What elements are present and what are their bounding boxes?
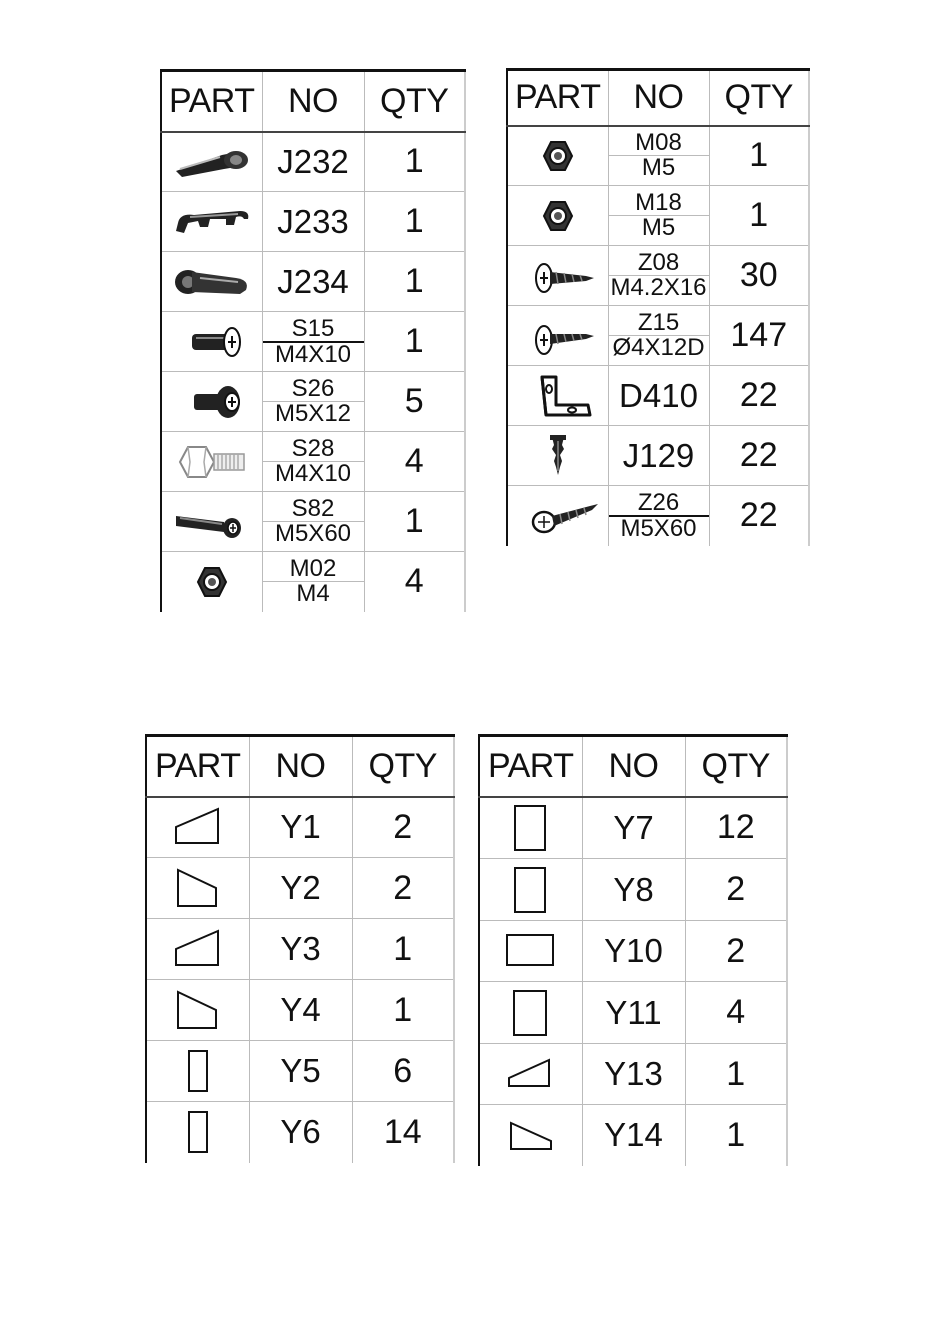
table-row bbox=[507, 366, 809, 426]
part-number: J233 bbox=[262, 192, 364, 252]
wide-rectangle-icon bbox=[479, 921, 582, 982]
wedge-left-icon bbox=[146, 797, 249, 858]
table-row bbox=[161, 312, 465, 372]
part-number: S82 bbox=[263, 497, 364, 522]
table-row bbox=[479, 1105, 787, 1166]
quantity: 4 bbox=[364, 552, 465, 612]
part-number: Y3 bbox=[249, 919, 352, 980]
quantity: 147 bbox=[709, 306, 809, 366]
quantity: 22 bbox=[709, 426, 809, 486]
quantity: 1 bbox=[364, 492, 465, 552]
pan-head-bolt-icon bbox=[161, 372, 262, 432]
part-number: J129 bbox=[608, 426, 709, 486]
part-number: Y13 bbox=[582, 1044, 685, 1105]
table-row bbox=[161, 492, 465, 552]
header-qty: QTY bbox=[364, 71, 465, 132]
hex-nut-icon bbox=[161, 552, 262, 612]
wood-screw-icon bbox=[507, 246, 608, 306]
wedge-right-icon bbox=[146, 980, 249, 1041]
table-row bbox=[161, 192, 465, 252]
table-row bbox=[507, 426, 809, 486]
table-row bbox=[479, 921, 787, 982]
quantity: 1 bbox=[364, 252, 465, 312]
hex-nut-icon bbox=[507, 126, 608, 186]
wedge-right-icon bbox=[146, 858, 249, 919]
quantity: 4 bbox=[685, 982, 787, 1044]
part-number: Y6 bbox=[249, 1102, 352, 1163]
table-row bbox=[479, 797, 787, 859]
part-number: Y5 bbox=[249, 1041, 352, 1102]
cam-lever-icon bbox=[161, 132, 262, 192]
table-row bbox=[146, 1102, 454, 1163]
quantity: 1 bbox=[709, 126, 809, 186]
part-size: M5 bbox=[641, 154, 676, 182]
quantity: 22 bbox=[709, 366, 809, 426]
table-row bbox=[507, 126, 809, 186]
quantity: 1 bbox=[685, 1105, 787, 1166]
rectangle-icon bbox=[479, 797, 582, 859]
quantity: 1 bbox=[352, 919, 454, 980]
quantity: 14 bbox=[352, 1102, 454, 1163]
part-number: S15 bbox=[263, 317, 364, 343]
quantity: 1 bbox=[364, 312, 465, 372]
part-number: Z26 bbox=[609, 491, 709, 517]
hardware-table-2 bbox=[506, 68, 810, 546]
panel-table-2 bbox=[478, 734, 788, 1166]
quantity: 1 bbox=[685, 1044, 787, 1105]
long-bolt-icon bbox=[161, 492, 262, 552]
part-number: M02 bbox=[263, 557, 364, 582]
part-number: Z15 bbox=[609, 311, 709, 336]
wood-screw-icon bbox=[507, 306, 608, 366]
panel-table-1 bbox=[145, 734, 455, 1163]
part-number: Y11 bbox=[582, 982, 685, 1044]
part-size: M5X60 bbox=[620, 514, 697, 542]
quantity: 12 bbox=[685, 797, 787, 859]
header-no: NO bbox=[608, 70, 709, 126]
header-no: NO bbox=[262, 71, 364, 132]
table-row bbox=[161, 372, 465, 432]
table-row bbox=[479, 982, 787, 1044]
table-row bbox=[146, 797, 454, 858]
part-number: S26 bbox=[263, 377, 364, 402]
part-number: M18 bbox=[609, 191, 709, 216]
table-row bbox=[479, 859, 787, 921]
header-no: NO bbox=[249, 736, 352, 797]
lag-screw-icon bbox=[507, 486, 608, 546]
part-number: J234 bbox=[262, 252, 364, 312]
header-part: PART bbox=[507, 70, 608, 126]
hex-bolt-icon bbox=[161, 432, 262, 492]
quantity: 2 bbox=[352, 858, 454, 919]
quantity: 30 bbox=[709, 246, 809, 306]
part-number: Y8 bbox=[582, 859, 685, 921]
tall-rectangle-icon bbox=[146, 1102, 249, 1163]
quantity: 5 bbox=[364, 372, 465, 432]
part-size: M5 bbox=[641, 214, 676, 241]
part-number: Y4 bbox=[249, 980, 352, 1041]
countersunk-bolt-icon bbox=[161, 312, 262, 372]
wedge-left-icon bbox=[479, 1044, 582, 1105]
part-number: Z08 bbox=[609, 251, 709, 276]
quantity: 1 bbox=[709, 186, 809, 246]
quantity: 1 bbox=[352, 980, 454, 1041]
table-row bbox=[161, 132, 465, 192]
table-row bbox=[479, 1044, 787, 1105]
table-row bbox=[507, 186, 809, 246]
part-size: M4X10 bbox=[274, 460, 352, 487]
table-row bbox=[507, 486, 809, 546]
part-number: Y1 bbox=[249, 797, 352, 858]
header-qty: QTY bbox=[352, 736, 454, 797]
part-number: Y2 bbox=[249, 858, 352, 919]
table-row bbox=[161, 432, 465, 492]
part-size: M5X12 bbox=[274, 400, 352, 427]
part-number: Y7 bbox=[582, 797, 685, 859]
quantity: 2 bbox=[685, 859, 787, 921]
quantity: 2 bbox=[352, 797, 454, 858]
angle-bracket-icon bbox=[507, 366, 608, 426]
tall-rectangle-icon bbox=[146, 1041, 249, 1102]
wall-plug-icon bbox=[507, 426, 608, 486]
part-size: Ø4X12D bbox=[612, 334, 705, 361]
quantity: 1 bbox=[364, 192, 465, 252]
header-part: PART bbox=[146, 736, 249, 797]
header-part: PART bbox=[479, 736, 582, 797]
hex-nut-icon bbox=[507, 186, 608, 246]
quantity: 2 bbox=[685, 921, 787, 982]
table-row bbox=[161, 552, 465, 612]
table-row bbox=[146, 980, 454, 1041]
table-row bbox=[146, 919, 454, 980]
quantity: 1 bbox=[364, 132, 465, 192]
part-number: Y14 bbox=[582, 1105, 685, 1166]
wedge-left-icon bbox=[146, 919, 249, 980]
part-number: J232 bbox=[262, 132, 364, 192]
header-qty: QTY bbox=[685, 736, 787, 797]
header-qty: QTY bbox=[709, 70, 809, 126]
table-row bbox=[507, 306, 809, 366]
part-number: M08 bbox=[609, 131, 709, 156]
part-number: S28 bbox=[263, 437, 364, 462]
clip-bracket-icon bbox=[161, 192, 262, 252]
header-part: PART bbox=[161, 71, 262, 132]
rectangle-icon bbox=[479, 982, 582, 1044]
table-row bbox=[146, 1041, 454, 1102]
table-row bbox=[146, 858, 454, 919]
table-row bbox=[161, 252, 465, 312]
part-size: M5X60 bbox=[274, 520, 352, 547]
quantity: 6 bbox=[352, 1041, 454, 1102]
hardware-table-1 bbox=[160, 69, 466, 612]
header-no: NO bbox=[582, 736, 685, 797]
part-size: M4X10 bbox=[274, 340, 352, 368]
rectangle-icon bbox=[479, 859, 582, 921]
quantity: 22 bbox=[709, 486, 809, 546]
table-row bbox=[507, 246, 809, 306]
wedge-right-icon bbox=[479, 1105, 582, 1166]
quantity: 4 bbox=[364, 432, 465, 492]
part-number: D410 bbox=[608, 366, 709, 426]
cam-lock-icon bbox=[161, 252, 262, 312]
part-size: M4 bbox=[296, 580, 330, 608]
part-number: Y10 bbox=[582, 921, 685, 982]
part-size: M4.2X16 bbox=[610, 274, 707, 301]
